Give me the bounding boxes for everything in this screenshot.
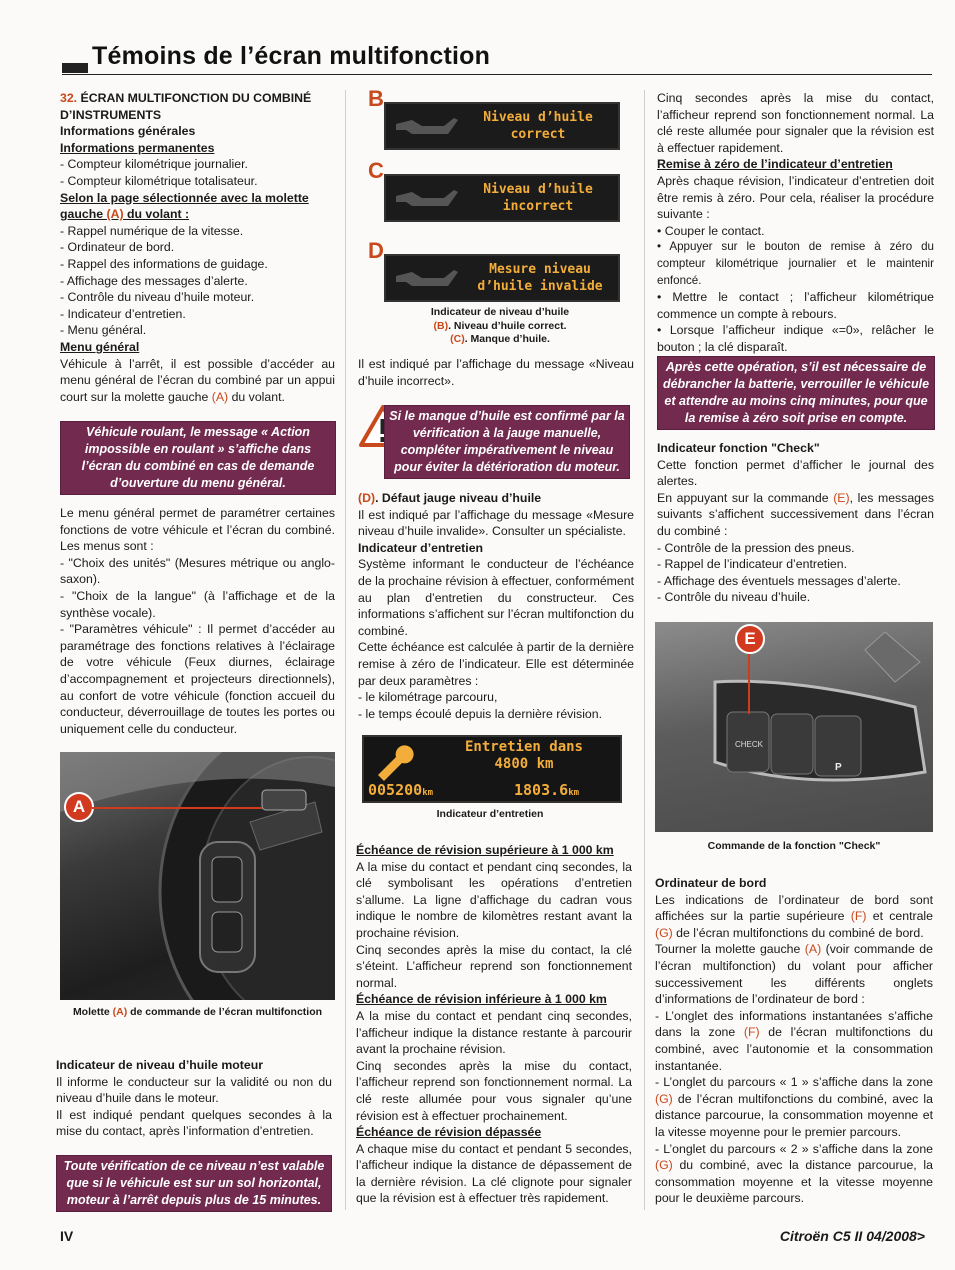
section-number: 32. xyxy=(60,91,78,105)
page-number: IV xyxy=(60,1228,74,1244)
dep-title: Échéance de révision dépassée xyxy=(356,1125,542,1140)
list-item: - Affichage des éventuels messages d’alerte. xyxy=(657,573,901,588)
p-oil-incorrect: Il est indiqué par l’affichage du message «Niveau d’huile incorrect». xyxy=(358,357,634,388)
column-divider xyxy=(345,90,346,1210)
footer-model: Citroën C5 II 04/2008> xyxy=(779,1228,925,1244)
menu-details: Le menu général permet de paramétrer certaines fonctions de votre véhicule et l’écran du combiné. Les menus sont : - "Choix des unités" (Mesures métrique ou anglo-saxon). - "Choix de la langue" (à l’affichage et de la synthèse vocale). - "Paramètres véhicule" : Il permet d’accéder au paramétrage des fonctions relatives à l’éclairage de votre véhicule (Feux diurnes, éclairage d’accompagnement et projecteurs directionnels), au confort de votre véhicule (fonction accueil du conducteur, déverrouillage de toutes les portes ou uniquement celle du conducteur. xyxy=(60,506,335,736)
console-illustration xyxy=(655,622,933,832)
list-item: - Ordinateur de bord. xyxy=(60,240,175,255)
info-gen-heading: Informations générales xyxy=(60,124,196,139)
lcd-line-2: 4800 km xyxy=(494,756,554,772)
list-item: - Contrôle du niveau d’huile. xyxy=(657,590,811,605)
list-item: - Contrôle du niveau d’huile moteur. xyxy=(60,290,255,305)
check-title: Indicateur fonction "Check" xyxy=(657,441,820,455)
lcd-oil-invalid xyxy=(384,254,620,302)
check-button-photo xyxy=(655,622,933,832)
lcd-line-1: Entretien dans xyxy=(464,739,583,755)
photo-caption-a: Molette (A) de commande de l’écran multifonction xyxy=(72,1006,323,1018)
list-item: - Compteur kilométrique journalier. xyxy=(60,157,248,172)
lcd-trip: 1803.6km xyxy=(514,781,580,799)
list-item: - Affichage des messages d’alerte. xyxy=(60,273,248,288)
callout-action-impossible: Véhicule roulant, le message « Action impossible en roulant » s’affiche dans l’écran du combiné en cas de demande d’ouverture du menu général. xyxy=(60,421,336,495)
oil-can-icon xyxy=(392,178,462,218)
list-item: - Rappel numérique de la vitesse. xyxy=(60,223,244,238)
menu-paragraph: Véhicule à l’arrêt, il est possible d’accéder au menu général de l’écran du combiné par un appui court sur la molette gauche (A) du volant. xyxy=(60,356,335,404)
onboard-computer-section: Ordinateur de bord Les indications de l’ordinateur de bord sont affichées sur la partie supérieure (F) et centrale (G) de l’écran multifonctions du combiné de bord. Tourner la molette gauche (A) (voir commande de l’écran multifonction) du volant pour afficher successivement les différents onglets d’informations de l’ordinateur de bord : - L’onglet des informations instantanées s’affiche dans la zone (F) de l’écran multifonctions du combiné, avec l’autonomie et la consommation instantanée. - L’onglet du parcours « 1 » s’affiche dans la zone (G) de l’écran multifonctions du combiné, avec la distance parcourue, la consommation moyenne et la vitesse moyenne pour le premier parcours. - L’onglet du parcours « 2 » s’affiche dans la zone (G) du combiné, avec la distance parcourue, la consommation moyenne et la vitesse moyenne pour le deuxième parcours. xyxy=(655,876,933,1206)
lcd-maintenance xyxy=(362,735,622,803)
wrench-icon xyxy=(372,741,416,781)
callout-battery: Après cette opération, s’il est nécessaire de débrancher la batterie, verrouiller le véhicule et attendre au moins cinq minutes, pour que la remise à zéro soit prise en compte. xyxy=(657,356,935,430)
steering-wheel-photo xyxy=(60,752,335,1000)
oil-can-icon xyxy=(392,258,462,298)
oil-can-icon xyxy=(392,106,462,146)
header-marker xyxy=(62,63,88,73)
selon-heading: Selon la page sélectionnée avec la molette gauche (A) du volant : xyxy=(60,190,309,222)
list-item: - Rappel de l’indicateur d’entretien. xyxy=(657,557,848,572)
caption-check: Commande de la fonction "Check" xyxy=(707,840,881,852)
ent-title: Indicateur d’entretien xyxy=(358,540,484,555)
lcd-odometer: 005200km xyxy=(368,781,434,799)
page-title: Témoins de l’écran multifonction xyxy=(92,42,491,70)
label-pointer-line xyxy=(748,654,750,714)
oil-title: Indicateur de niveau d’huile moteur xyxy=(56,1058,264,1072)
callout-oil-warning: Si le manque d’huile est confirmé par la vérification à la jauge manuelle, compléter impérativement le niveau pour éviter la détérioration du moteur. xyxy=(384,405,630,479)
odb-title: Ordinateur de bord xyxy=(655,876,767,890)
list-item: - Compteur kilométrique totalisateur. xyxy=(60,173,258,188)
lcd-oil-correct xyxy=(384,102,620,150)
column-1 xyxy=(60,90,335,405)
raz-title: Remise à zéro de l’indicateur d’entretien xyxy=(657,157,893,172)
list-item: - Rappel des informations de guidage. xyxy=(60,256,268,271)
maintenance-deadlines: Échéance de révision supérieure à 1 000 km A la mise du contact et pendant cinq secondes, la clé symbolisant les opérations d’entretien s’allume. La ligne d’affichage du cadran vous indique le nombre de kilomètres restant avant la prochaine révision. Cinq secondes après la mise du contact, la clé s’éteint. L’afficheur reprend son fonctionnement normal. Échéance de révision inférieure à 1 000 km A la mise du contact et pendant cinq secondes, l’afficheur indique la distance restante à parcourir avant la prochaine révision. Cinq secondes après la mise du contact, l’afficheur reprend son fonctionnement normal. La clé reste allumée pour vous signaler qu’une révision est à effectuer prochainement. Échéance de révision dépassée A chaque mise du contact et pendant 5 secondes, l’afficheur indique la distance de dépassement de la dernière révision. La clé clignote pour signaler que la révision est à effectuer très rapidement. xyxy=(356,843,632,1206)
caption-maintenance: Indicateur d’entretien xyxy=(436,808,544,820)
label-c: C xyxy=(368,158,384,183)
lcd-text: Mesure niveau d’huile invalide xyxy=(477,262,603,294)
d-heading: (D). Défaut jauge niveau d’huile xyxy=(358,491,542,505)
photo-label-e: E xyxy=(735,624,765,654)
photo-label-a: A xyxy=(64,792,94,822)
park-button-label: P xyxy=(835,762,842,773)
list-item: - Contrôle de la pression des pneus. xyxy=(657,540,855,555)
lcd-text: Niveau d’huile correct xyxy=(483,110,593,142)
section-title: ÉCRAN MULTIFONCTION DU COMBINÉ D’INSTRUMENTS xyxy=(60,91,312,122)
sup-title: Échéance de révision supérieure à 1 000 km xyxy=(356,843,614,857)
callout-verification: Toute vérification de ce niveau n’est valable que si le véhicule est sur un sol horizontal, moteur à l’arrêt depuis plus de 15 minutes. xyxy=(56,1155,332,1212)
check-button-label: CHECK xyxy=(735,740,764,749)
page-header xyxy=(62,44,932,75)
maintenance-section: (D). Défaut jauge niveau d’huile Il est indiqué par l’affichage du message «Mesure niveau d’huile invalide». Consulter un spécialiste. Indicateur d’entretien Système informant le conducteur de l’échéance de la prochaine révision à effectuer, conformément au plan d’entretien du constructeur. Ces informations s’affichent sur l’écran multifonction du combiné. Cette échéance est calculée à partir de la dernière remise à zéro de l’indicateur. Elle est déterminée par deux paramètres : - le kilométrage parcouru, - le temps écoulé depuis la dernière révision. xyxy=(358,491,634,721)
caption-oil-indicator: Indicateur de niveau d’huile (B). Niveau d’huile correct. (C). Manque d’huile. xyxy=(430,306,570,345)
menu-gen-heading: Menu général xyxy=(60,339,140,354)
inf-title: Échéance de révision inférieure à 1 000 km xyxy=(356,992,607,1007)
column-3-top: Cinq secondes après la mise du contact, l’afficheur reprend son fonctionnement normal. La clé reste allumée pour signaler que la révision est à effectuer rapidement. Remise à zéro de l’indicateur d’entretien Après chaque révision, l’indicateur d’entretien doit être remis à zéro. Pour cela, réaliser la procédure suivante : • Couper le contact. • Appuyer sur le bouton de remise à zéro du compteur kilométrique journalier et le maintenir enfoncé. • Mettre le contact ; l’afficheur kilométrique commence un compte à rebours. • Lorsque l’afficheur indique «=0», relâcher le bouton ; la clé disparaît. xyxy=(657,91,934,354)
oil-indicator-section: Indicateur de niveau d’huile moteur Il informe le conducteur sur la validité ou non du niveau d’huile dans le moteur. Il est indiqué pendant quelques secondes à la mise du contact, après l’information d’entretien. xyxy=(56,1058,332,1139)
column-divider xyxy=(644,90,645,1210)
steering-wheel-illustration xyxy=(60,752,335,1000)
info-perm-heading: Informations permanentes xyxy=(60,140,215,155)
lcd-text: Niveau d’huile incorrect xyxy=(483,182,593,214)
list-item: - Menu général. xyxy=(60,323,147,338)
list-item: - Indicateur d’entretien. xyxy=(60,306,186,321)
label-d: D xyxy=(368,238,384,263)
label-pointer-line xyxy=(92,807,262,809)
label-b: B xyxy=(368,86,384,111)
check-section: Indicateur fonction "Check" Cette fonction permet d’afficher le journal des alertes. En appuyant sur la commande (E), les messages suivants s’affichent successivement dans l’écran du combiné : - Contrôle de la pression des pneus. - Rappel de l’indicateur d’entretien. - Affichage des éventuels messages d’alerte. - Contrôle du niveau d’huile. xyxy=(657,441,934,605)
lcd-oil-incorrect xyxy=(384,174,620,222)
